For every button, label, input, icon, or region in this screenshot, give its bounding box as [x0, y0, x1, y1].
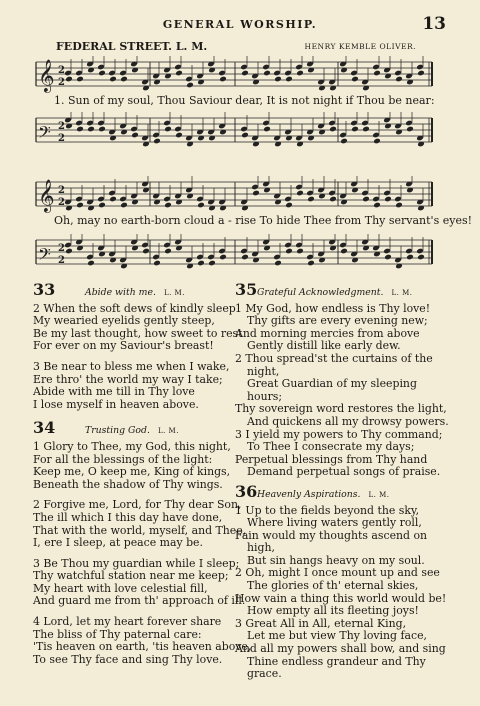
hymn-meter: L. M.	[391, 289, 413, 297]
hymn-line: That with the world, myself, and Thee,	[33, 523, 247, 537]
hymn-line: Ere thro' the world my way I take;	[33, 372, 223, 386]
hymn-line: Be my last thought, how sweet to rest	[33, 326, 243, 340]
hymn-number: 36	[235, 481, 258, 501]
hymn-line: 2 Oh, might I once mount up and see	[235, 566, 440, 580]
hymn-line: Thine endless grandeur and Thy	[247, 654, 426, 668]
hymn-line: 3 I yield my powers to Thy command;	[235, 427, 443, 441]
hymn-35-text	[235, 303, 455, 479]
hymn-line: How vain a thing this world would be!	[235, 591, 447, 605]
hymn-36-text	[235, 505, 455, 681]
hymn-line: And guard me from th' approach of ill.	[33, 594, 246, 608]
hymn-line: 2 Thou spread'st the curtains of the	[235, 351, 433, 365]
hymn-number: 34	[33, 418, 56, 438]
hymn-line: To see Thy face and sing Thy love.	[33, 652, 223, 666]
hymn-line: And morning mercies from above	[235, 326, 420, 340]
hymn-34-header	[33, 418, 245, 438]
hymn-title: Trusting God.	[85, 425, 150, 437]
hymn-line: Perpetual blessings from Thy hand	[235, 452, 428, 466]
hymn-title: Grateful Acknowledgment.	[257, 287, 384, 298]
hymn-title: Heavenly Aspirations.	[257, 488, 361, 500]
hymn-line: 4 Lord, let my heart forever share	[33, 615, 222, 629]
hymn-line: hours;	[247, 389, 283, 403]
hymn-line: Keep me, O keep me, King of kings,	[33, 465, 231, 479]
hymn-line: Beneath the shadow of Thy wings.	[33, 477, 223, 491]
svg-text:𝄞: 𝄞	[38, 179, 55, 212]
svg-text:2: 2	[58, 243, 65, 254]
hymn-line: 2 Forgive me, Lord, for Thy dear Son,	[33, 498, 242, 512]
hymn-line: 1 Glory to Thee, my God, this night,	[33, 439, 231, 453]
lyric-line-2: Oh, may no earth-born cloud a - rise To hide Thee from Thy servant's eyes!	[54, 214, 473, 227]
hymn-line: I, ere I sleep, at peace may be.	[33, 536, 203, 550]
svg-text:2: 2	[58, 65, 65, 76]
hymn-line: Where living waters gently roll,	[247, 516, 422, 530]
hymn-line: Let me but view Thy loving face,	[247, 629, 427, 643]
hymn-33-text	[33, 303, 245, 412]
hymn-line: Fain would my thoughts ascend on	[235, 528, 428, 542]
hymn-line: Gently distill like early dew.	[247, 339, 401, 353]
hymn-line: night,	[247, 364, 280, 378]
hymn-line: For ever on my Saviour's breast!	[33, 339, 214, 353]
right-column	[235, 282, 455, 681]
hymn-line: 2 When the soft dews of kindly sleep	[33, 301, 236, 315]
hymn-line: grace.	[247, 667, 282, 681]
hymn-line: I lose myself in heaven above.	[33, 397, 199, 411]
hymn-number: 33	[33, 280, 56, 299]
hymn-line: 'Tis heaven on earth, 'tis heaven above,	[33, 640, 252, 654]
hymn-line: 1 My God, how endless is Thy love!	[235, 301, 431, 315]
hymn-33-header	[33, 280, 245, 300]
hymn-line: Thy sovereign word restores the light,	[235, 402, 447, 416]
hymn-line: 3 Be near to bless me when I wake,	[33, 359, 230, 373]
hymn-36-header	[235, 481, 455, 502]
svg-text:𝄢: 𝄢	[38, 122, 51, 146]
page-number: 13	[422, 14, 446, 34]
hymn-meter: L. M.	[368, 490, 390, 499]
hymn-35-header	[235, 280, 455, 300]
hymn-line: Abide with me till in Thy love	[33, 385, 195, 399]
hymn-line: For all the blessings of the light:	[33, 452, 213, 466]
staff-system-2-bass	[0, 234, 480, 278]
hymn-line: And quickens all my drowsy powers.	[247, 414, 449, 428]
svg-text:2: 2	[58, 133, 65, 144]
composer-credit: HENRY KEMBLE OLIVER.	[304, 42, 416, 51]
svg-text:2: 2	[58, 197, 65, 208]
hymn-line: The ill which I this day have done,	[33, 510, 223, 524]
hymn-line: The glories of th' eternal skies,	[247, 579, 419, 593]
tune-name: FEDERAL STREET. L. M.	[56, 40, 208, 53]
svg-text:𝄢: 𝄢	[38, 244, 51, 268]
hymn-line: Demand perpetual songs of praise.	[247, 465, 441, 479]
hymn-line: The bliss of Thy paternal care:	[33, 627, 202, 641]
staff-system-1-bass	[0, 112, 480, 156]
hymn-line: high,	[247, 541, 275, 555]
svg-text:2: 2	[58, 255, 65, 266]
hymn-number: 35	[235, 280, 258, 299]
lyric-line-1: 1. Sun of my soul, Thou Saviour dear, It is not night if Thou be near:	[54, 94, 435, 107]
hymn-line: My wearied eyelids gently steep,	[33, 314, 215, 328]
hymn-line: Thy watchful station near me keep;	[33, 569, 229, 583]
hymn-line: My heart with love celestial fill,	[33, 581, 208, 595]
hymn-line: How empty all its fleeting joys!	[247, 604, 419, 618]
hymn-meter: L. M.	[163, 289, 185, 297]
hymn-line: 1 Up to the fields beyond the sky,	[235, 503, 420, 517]
hymn-line: To Thee I consecrate my days;	[247, 440, 415, 454]
hymn-title: Abide with me.	[85, 287, 156, 298]
hymn-line: But sin hangs heavy on my soul.	[247, 553, 425, 567]
hymn-meter: L. M.	[157, 427, 179, 436]
svg-text:2: 2	[58, 121, 65, 132]
running-header: GENERAL WORSHIP.	[162, 18, 318, 31]
svg-text:𝄞: 𝄞	[38, 59, 55, 92]
hymn-line: 3 Be Thou my guardian while I sleep;	[33, 556, 240, 570]
hymn-line: And all my powers shall bow, and sing	[235, 642, 446, 656]
hymn-line: 3 Great All in All, eternal King,	[235, 616, 407, 630]
svg-text:2: 2	[58, 77, 65, 88]
hymn-line: Great Guardian of my sleeping	[247, 377, 417, 391]
svg-text:2: 2	[58, 185, 65, 196]
hymn-line: Thy gifts are every evening new;	[247, 314, 428, 328]
